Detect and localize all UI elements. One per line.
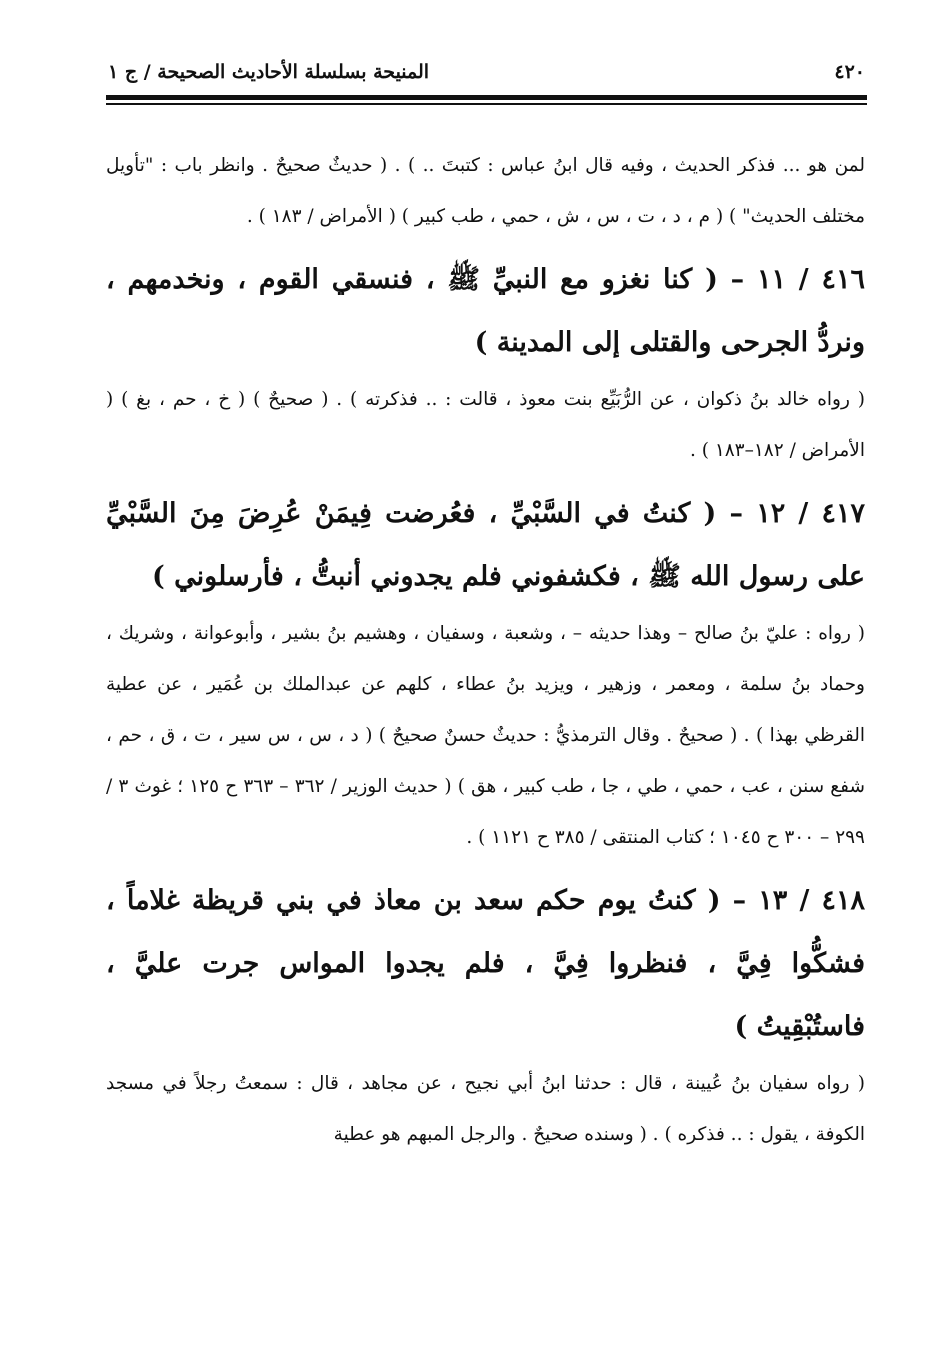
reference-paragraph: ( رواه خالد بنُ ذكوان ، عن الرُّبَيِّع بنت معوذ ، قالت : .. فذكرته ) . ( صحيحٌ ) ( خ ، حم ، بغ ) ( الأمراض / ١٨٢–١٨٣ ) . bbox=[106, 389, 865, 461]
reference-paragraph: ( رواه سفيان بنُ عُيينة ، قال : حدثنا ابنُ أبي نجيح ، عن مجاهد ، قال : سمعتُ رجلاً في مسجد الكوفة ، يقول : .. فذكره ) . ( وسنده صحيحٌ . والرجل المبهم هو عطية bbox=[106, 1073, 865, 1145]
hadith-417 bbox=[106, 482, 865, 608]
header-rule-thin bbox=[106, 103, 867, 105]
hadith-text: ( كنتُ في السَّبْيِّ ، فعُرضت فِيمَنْ عُرِضَ مِنَ السَّبْيِّ على رسول الله ﷺ ، فكشفوني فلم يجدوني أنبتُّ ، فأرسلوني ) bbox=[106, 498, 865, 592]
hadith-number: ٤١٦ / ١١ – bbox=[730, 264, 865, 295]
hadith-number: ٤١٧ / ١٢ – bbox=[729, 498, 865, 529]
hadith-text: ( كنا نغزو مع النبيِّ ﷺ ، فنسقي القوم ، ونخدمهم ، ونردُّ الجرحى والقتلى إلى المدينة ) bbox=[106, 264, 865, 358]
hadith-text: ( كنتُ يوم حكم سعد بن معاذ في بني قريظة غلاماً ، فشكُّوا فِيَّ ، فنظروا فِيَّ ، فلم يجدوا المواس جرت عليَّ ، فاستُبْقِيتُ ) bbox=[106, 885, 865, 1042]
hadith-number: ٤١٨ / ١٣ – bbox=[732, 885, 865, 916]
hadith-418 bbox=[106, 869, 865, 1058]
page-header bbox=[108, 52, 865, 92]
header-rule-thick bbox=[106, 95, 867, 100]
running-title: المنيحة بسلسلة الأحاديث الصحيحة / ج ١ bbox=[108, 61, 430, 83]
reference-paragraph: لمن هو ... فذكر الحديث ، وفيه قال ابنُ عباس : كتبتَ .. ) . ( حديثٌ صحيحٌ . وانظر باب : "تأويل مختلف الحديث" ) ( م ، د ، ت ، س ، ش ، حمي ، طب كبير ) ( الأمراض / ١٨٣ ) . bbox=[106, 155, 865, 227]
hadith-416 bbox=[106, 248, 865, 374]
page-body bbox=[106, 140, 865, 1160]
reference-paragraph: ( رواه : عليّ بنُ صالح – وهذا حديثه – ، وشعبة ، وسفيان ، وهشيم بنُ بشير ، وأبوعوانة ، وشريك ، وحماد بنُ سلمة ، ومعمر ، وزهير ، ويزيد بنُ عطاء ، كلهم عن عبدالملك بن عُمَير ، عن عطية القرظي بهذا ) . ( صحيحٌ . وقال الترمذيُّ : حديثٌ حسنٌ صحيحٌ ) ( د ، س ، س سير ، ت ، ق ، حم ، شفع سنن ، عب ، حمي ، طي ، جا ، طب كبير ، هق ) ( حديث الوزير / ٣٦٢ – ٣٦٣ ح ١٢٥ ؛ غوث ٣ / ٢٩٩ – ٣٠٠ ح ١٠٤٥ ؛ كتاب المنتقى / ٣٨٥ ح ١١٢١ ) . bbox=[106, 623, 866, 848]
page-number: ٤٢٠ bbox=[834, 61, 865, 83]
